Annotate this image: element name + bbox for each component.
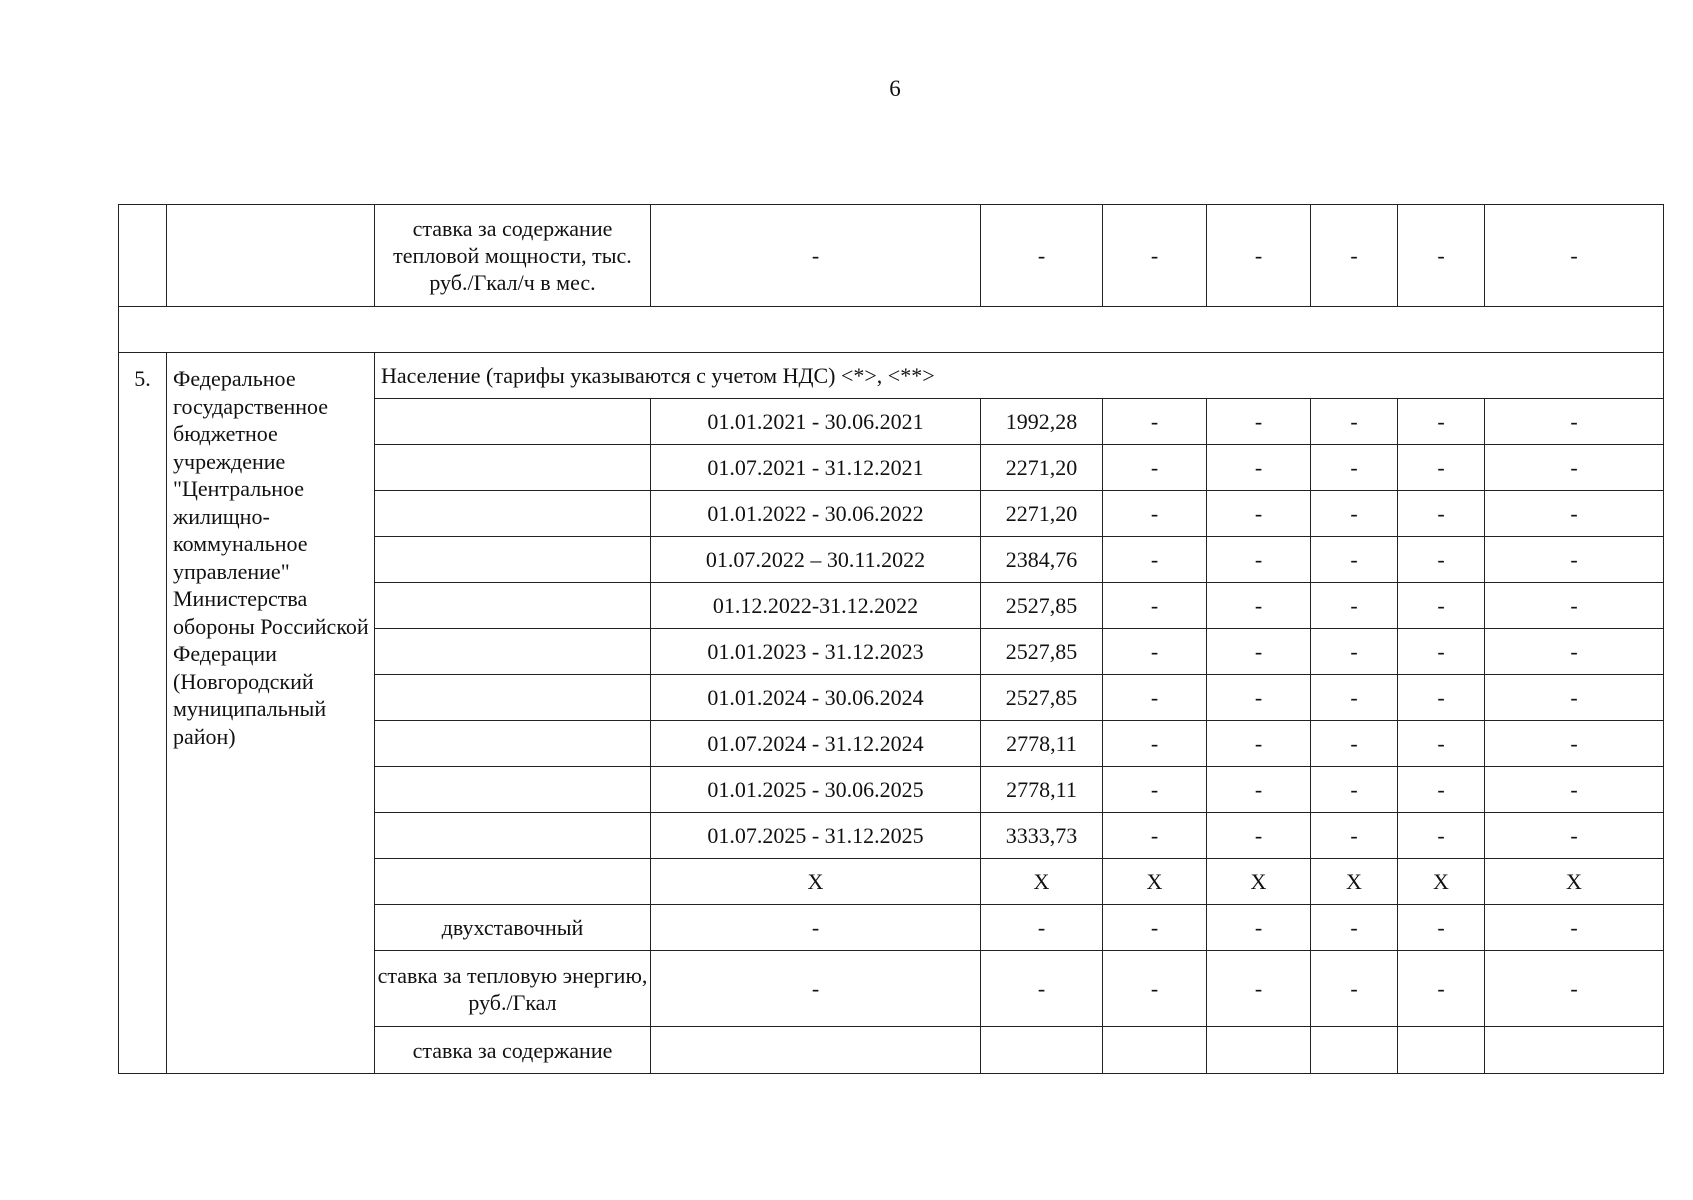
value-cell: - xyxy=(1398,629,1485,675)
section-title: Население (тарифы указываются с учетом НДС) <*>, <**> xyxy=(375,353,1664,399)
value-cell: - xyxy=(1103,629,1207,675)
period-cell: 01.01.2022 - 30.06.2022 xyxy=(651,491,981,537)
x-cell: X xyxy=(1398,859,1485,905)
value-cell: - xyxy=(1398,399,1485,445)
value-cell: - xyxy=(1311,721,1398,767)
value-cell: - xyxy=(1485,491,1664,537)
empty-cell xyxy=(1103,1027,1207,1074)
value-cell: - xyxy=(1103,905,1207,951)
value-cell: - xyxy=(981,905,1103,951)
empty-cell xyxy=(119,307,1664,353)
value-cell: - xyxy=(1207,399,1311,445)
value-cell: - xyxy=(1485,813,1664,859)
value-cell: - xyxy=(1103,721,1207,767)
value-cell: - xyxy=(651,905,981,951)
value-cell: - xyxy=(1207,205,1311,307)
row-label: ставка за содержание xyxy=(375,1027,651,1074)
period-cell: 01.07.2021 - 31.12.2021 xyxy=(651,445,981,491)
value-cell: 2778,11 xyxy=(981,767,1103,813)
value-cell: 2527,85 xyxy=(981,629,1103,675)
value-cell: - xyxy=(651,951,981,1027)
value-cell: - xyxy=(1207,537,1311,583)
value-cell: - xyxy=(1485,675,1664,721)
value-cell: - xyxy=(1207,767,1311,813)
value-cell: - xyxy=(1103,537,1207,583)
empty-cell xyxy=(1398,1027,1485,1074)
value-cell: - xyxy=(1103,813,1207,859)
value-cell: - xyxy=(1311,399,1398,445)
organization-name: Федеральное государственное бюджетное учреждение "Центральное жилищно-коммунальное управление" Министерства обороны Российской Федерации (Новгородский муниципальный район) xyxy=(167,353,375,1074)
value-cell: - xyxy=(1103,767,1207,813)
value-cell: - xyxy=(1398,951,1485,1027)
value-cell: - xyxy=(1103,491,1207,537)
period-cell: 01.07.2025 - 31.12.2025 xyxy=(651,813,981,859)
value-cell: - xyxy=(1103,675,1207,721)
organization-cell xyxy=(167,205,375,307)
value-cell: 2271,20 xyxy=(981,445,1103,491)
value-cell: - xyxy=(1398,205,1485,307)
value-cell: - xyxy=(1207,905,1311,951)
value-cell: - xyxy=(1398,537,1485,583)
empty-cell xyxy=(375,629,651,675)
value-cell: - xyxy=(1311,583,1398,629)
value-cell: - xyxy=(1103,951,1207,1027)
value-cell: - xyxy=(1207,675,1311,721)
value-cell: - xyxy=(1311,675,1398,721)
value-cell: - xyxy=(1103,445,1207,491)
value-cell: - xyxy=(1311,491,1398,537)
value-cell: - xyxy=(1485,445,1664,491)
tariff-table xyxy=(118,204,1664,1074)
value-cell: - xyxy=(1207,491,1311,537)
value-cell: - xyxy=(1398,721,1485,767)
period-cell: 01.07.2022 – 30.11.2022 xyxy=(651,537,981,583)
value-cell: - xyxy=(1311,951,1398,1027)
value-cell: - xyxy=(1398,813,1485,859)
empty-cell xyxy=(651,1027,981,1074)
x-cell: X xyxy=(1311,859,1398,905)
x-cell: X xyxy=(1485,859,1664,905)
section-title-row xyxy=(119,353,1664,399)
empty-cell xyxy=(375,721,651,767)
empty-cell xyxy=(375,767,651,813)
value-cell: - xyxy=(1311,445,1398,491)
value-cell: - xyxy=(1207,951,1311,1027)
value-cell: - xyxy=(1398,583,1485,629)
number-cell xyxy=(119,205,167,307)
value-cell: - xyxy=(1485,583,1664,629)
value-cell: - xyxy=(981,951,1103,1027)
empty-cell xyxy=(375,675,651,721)
empty-cell xyxy=(1207,1027,1311,1074)
value-cell: - xyxy=(1311,905,1398,951)
row-label: ставка за тепловую энергию, руб./Гкал xyxy=(375,951,651,1027)
value-cell: - xyxy=(1311,813,1398,859)
value-cell: - xyxy=(651,205,981,307)
value-cell: - xyxy=(1311,629,1398,675)
value-cell: - xyxy=(1485,767,1664,813)
x-cell: X xyxy=(981,859,1103,905)
value-cell: - xyxy=(1103,205,1207,307)
value-cell: - xyxy=(1485,721,1664,767)
value-cell: 2527,85 xyxy=(981,675,1103,721)
entry-number: 5. xyxy=(119,353,167,1074)
empty-cell xyxy=(375,399,651,445)
value-cell: 2271,20 xyxy=(981,491,1103,537)
value-cell: 2384,76 xyxy=(981,537,1103,583)
value-cell: 2527,85 xyxy=(981,583,1103,629)
empty-cell xyxy=(1485,1027,1664,1074)
value-cell: - xyxy=(1311,205,1398,307)
value-cell: - xyxy=(1485,905,1664,951)
period-cell: 01.01.2025 - 30.06.2025 xyxy=(651,767,981,813)
value-cell: - xyxy=(1311,767,1398,813)
value-cell: - xyxy=(1103,583,1207,629)
value-cell: - xyxy=(1485,205,1664,307)
row-label: двухставочный xyxy=(375,905,651,951)
x-cell: X xyxy=(1103,859,1207,905)
value-cell: - xyxy=(1485,951,1664,1027)
empty-cell xyxy=(375,537,651,583)
row-label: ставка за содержание тепловой мощности, тыс. руб./Гкал/ч в мес. xyxy=(375,205,651,307)
page-number: 6 xyxy=(889,76,901,101)
value-cell: - xyxy=(1207,721,1311,767)
empty-cell xyxy=(981,1027,1103,1074)
empty-cell xyxy=(375,583,651,629)
empty-cell xyxy=(1311,1027,1398,1074)
value-cell: - xyxy=(981,205,1103,307)
value-cell: - xyxy=(1398,675,1485,721)
period-cell: 01.01.2021 - 30.06.2021 xyxy=(651,399,981,445)
period-cell: 01.01.2024 - 30.06.2024 xyxy=(651,675,981,721)
period-cell: 01.01.2023 - 31.12.2023 xyxy=(651,629,981,675)
value-cell: 2778,11 xyxy=(981,721,1103,767)
period-cell: 01.07.2024 - 31.12.2024 xyxy=(651,721,981,767)
value-cell: - xyxy=(1398,767,1485,813)
separator-row xyxy=(119,307,1664,353)
value-cell: - xyxy=(1398,445,1485,491)
value-cell: 1992,28 xyxy=(981,399,1103,445)
x-cell: X xyxy=(1207,859,1311,905)
value-cell: - xyxy=(1207,583,1311,629)
period-cell: 01.12.2022-31.12.2022 xyxy=(651,583,981,629)
value-cell: - xyxy=(1398,491,1485,537)
value-cell: - xyxy=(1485,537,1664,583)
empty-cell xyxy=(375,491,651,537)
value-cell: - xyxy=(1485,629,1664,675)
x-cell: X xyxy=(651,859,981,905)
value-cell: - xyxy=(1207,813,1311,859)
value-cell: - xyxy=(1485,399,1664,445)
value-cell: - xyxy=(1207,629,1311,675)
value-cell: - xyxy=(1207,445,1311,491)
value-cell: - xyxy=(1398,905,1485,951)
value-cell: 3333,73 xyxy=(981,813,1103,859)
empty-cell xyxy=(375,813,651,859)
empty-cell xyxy=(375,445,651,491)
value-cell: - xyxy=(1103,399,1207,445)
empty-cell xyxy=(375,859,651,905)
value-cell: - xyxy=(1311,537,1398,583)
table-row xyxy=(119,205,1664,307)
